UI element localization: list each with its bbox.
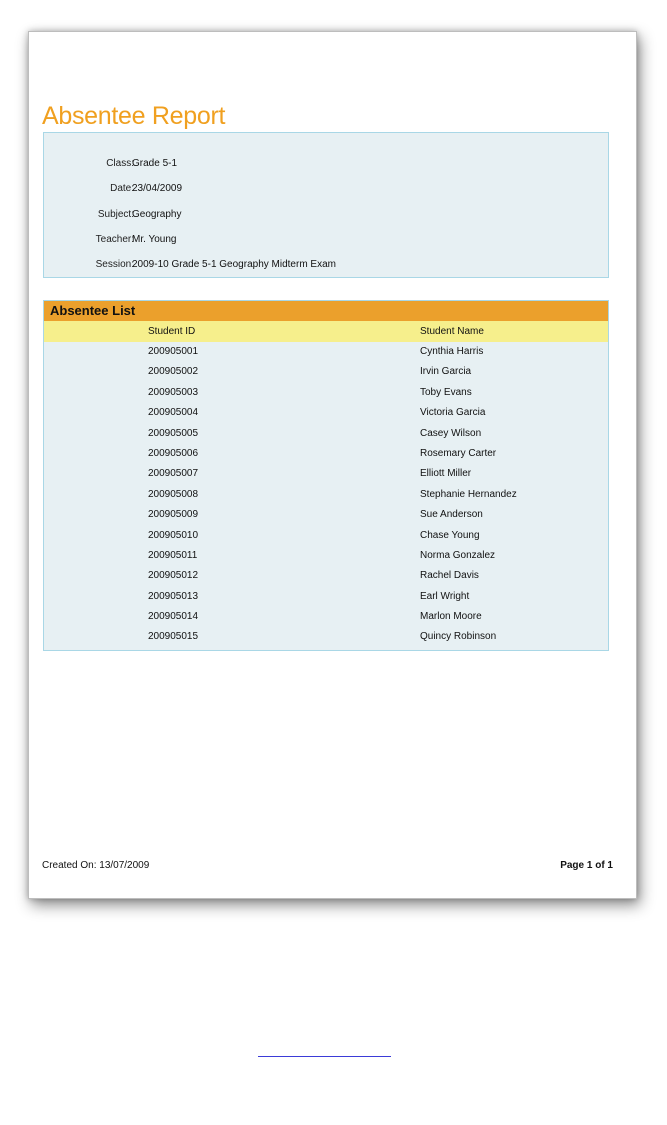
table-row bbox=[44, 505, 608, 525]
table-row bbox=[44, 526, 608, 546]
info-row-teacher bbox=[44, 230, 134, 250]
link-underline[interactable] bbox=[258, 1056, 391, 1057]
table-row bbox=[44, 424, 608, 444]
info-label: Class: bbox=[106, 158, 134, 169]
page-number bbox=[560, 860, 613, 871]
student-id-cell: 200905010 bbox=[148, 529, 199, 541]
student-name-cell: Norma Gonzalez bbox=[420, 549, 496, 561]
student-name-cell: Victoria Garcia bbox=[420, 407, 486, 419]
report-title: Absentee Report bbox=[42, 102, 226, 130]
student-id-cell: 200905006 bbox=[148, 447, 199, 459]
student-id-cell: 200905008 bbox=[148, 488, 199, 500]
info-value: Mr. Young bbox=[132, 234, 177, 245]
table-row bbox=[44, 362, 608, 382]
student-name-cell: Elliott Miller bbox=[420, 468, 472, 480]
info-value: 23/04/2009 bbox=[132, 183, 183, 194]
student-id-cell: 200905007 bbox=[148, 468, 199, 480]
info-label: Subject: bbox=[97, 209, 134, 220]
student-name-cell: Stephanie Hernandez bbox=[420, 488, 517, 500]
student-id-cell: 200905011 bbox=[148, 549, 198, 561]
table-row bbox=[44, 546, 608, 566]
table-row bbox=[44, 485, 608, 505]
student-id-cell: 200905005 bbox=[148, 427, 199, 439]
created-on-text: Created On: 13/07/2009 bbox=[42, 860, 150, 871]
student-name-cell: Irvin Garcia bbox=[420, 366, 472, 378]
info-value: Grade 5-1 bbox=[132, 158, 178, 169]
table-row bbox=[44, 607, 608, 627]
info-row-session bbox=[44, 255, 134, 275]
student-id-cell: 200905015 bbox=[148, 631, 199, 643]
absentee-rows bbox=[44, 342, 608, 648]
info-value: Geography bbox=[132, 209, 182, 220]
column-header-student-id: Student ID bbox=[148, 326, 196, 337]
absentee-list-title: Absentee List bbox=[44, 301, 608, 321]
table-row bbox=[44, 464, 608, 484]
student-name-cell: Toby Evans bbox=[420, 386, 472, 398]
student-id-cell: 200905004 bbox=[148, 407, 199, 419]
student-id-cell: 200905003 bbox=[148, 386, 199, 398]
student-id-cell: 200905009 bbox=[148, 509, 199, 521]
table-row bbox=[44, 342, 608, 362]
student-name-cell: Chase Young bbox=[420, 529, 480, 541]
student-id-cell: 200905002 bbox=[148, 366, 199, 378]
student-id-cell: 200905014 bbox=[148, 611, 199, 623]
info-label: Date: bbox=[110, 183, 134, 194]
student-id-cell: 200905001 bbox=[148, 346, 199, 357]
info-value: 2009-10 Grade 5-1 Geography Midterm Exam bbox=[132, 259, 336, 270]
info-row-class bbox=[44, 154, 134, 174]
column-header-row bbox=[44, 321, 608, 342]
info-row-subject bbox=[44, 205, 134, 225]
page-number-text: Page 1 of 1 bbox=[560, 860, 613, 871]
student-name-cell: Rosemary Carter bbox=[420, 447, 497, 459]
student-name-cell: Earl Wright bbox=[420, 590, 470, 602]
table-row bbox=[44, 383, 608, 403]
report-page bbox=[28, 31, 637, 899]
column-header-student-name: Student Name bbox=[420, 326, 484, 337]
table-row bbox=[44, 587, 608, 607]
student-id-cell: 200905012 bbox=[148, 570, 199, 582]
student-id-cell: 200905013 bbox=[148, 590, 199, 602]
table-row bbox=[44, 403, 608, 423]
info-label: Teacher: bbox=[95, 234, 134, 245]
report-info-box bbox=[43, 132, 609, 278]
student-name-cell: Casey Wilson bbox=[420, 427, 482, 439]
student-name-cell: Sue Anderson bbox=[420, 509, 483, 521]
absentee-list-box bbox=[43, 300, 609, 651]
student-name-cell: Rachel Davis bbox=[420, 570, 479, 582]
info-row-date bbox=[44, 179, 134, 199]
student-name-cell: Marlon Moore bbox=[420, 611, 482, 623]
info-label: Session: bbox=[95, 259, 134, 270]
student-name-cell: Cynthia Harris bbox=[420, 346, 484, 357]
table-row bbox=[44, 444, 608, 464]
table-row bbox=[44, 627, 608, 647]
table-row bbox=[44, 566, 608, 586]
student-name-cell: Quincy Robinson bbox=[420, 631, 497, 643]
